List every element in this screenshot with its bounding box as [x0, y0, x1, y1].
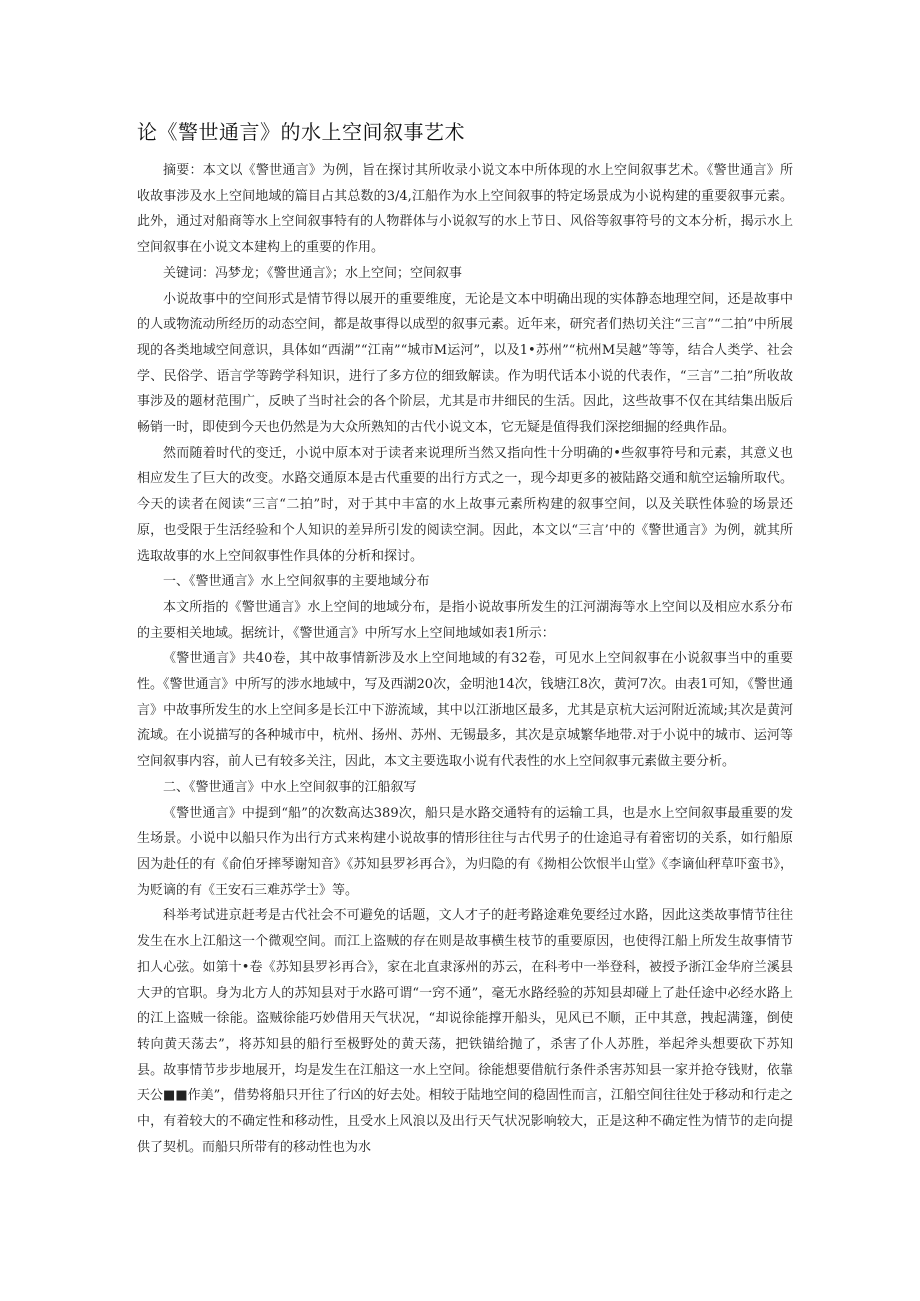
- body-paragraph-3: 本文所指的《警世通言》水上空间的地域分布，是指小说故事所发生的江河湖海等水上空间以及相应水系分布的主要相关地域。据统计，《警世通言》中所写水上空间地域如表1所示：: [137, 599, 793, 641]
- section-heading-2: 二、《警世通言》中水上空间叙事的江船叙写: [163, 779, 417, 795]
- body-paragraph-4: 《警世通言》共40卷，其中故事情新涉及水上空间地域的有32卷，可见水上空间叙事在小说叙事当中的重要性。《警世通言》中所写的涉水地域中，写及西湖20次，金明池14次，钱塘江8次，黄河7次。由表1可知，《警世通言》中故事所发生的水上空间多是长江中下游流域，其中以江浙地区最多，尤其是京杭大运河附近流域;其次是黄河流域。在小说描写的各种城市中，杭州、扬州、苏州、无锡最多，其次是京城繁华地带.对于小说中的城市、运河等空间叙事内容，前人已有较多关注，因此，本文主要选取小说有代表性的水上空间叙事元素做主要分析。: [137, 651, 793, 770]
- section-heading-1: 一、《警世通言》水上空间叙事的主要地域分布: [163, 574, 430, 590]
- document-title: 论《警世通言》的水上空间叙事艺术: [137, 120, 465, 144]
- body-paragraph-1: 小说故事中的空间形式是情节得以展开的重要维度，无论是文本中明确出现的实体静态地理空间，还是故事中的人或物流动所经历的动态空间，都是故事得以成型的叙事元素。近年来，研究者们热切关注“三言”“二拍”中所展现的各类地域空间意识，具体如“西湖”“江南”“城市M运河”，以及1•苏州”“杭州M吴越”等等，结合人类学、社会学、民俗学、语言学等跨学科知识，进行了多方位的细致解读。作为明代话本小说的代表作，“三言”二拍”所收故事涉及的题材范围广，反映了当时社会的各个阶层，尤其是市井细民的生活。因此，这些故事不仅在其结集出版后畅销一时，即使到今天也仍然是为大众所熟知的古代小说文本，它无疑是值得我们深挖细掘的经典作品。: [137, 291, 793, 436]
- document-page: [137, 118, 793, 1160]
- abstract-paragraph: 摘要：本文以《警世通言》为例，旨在探讨其所收录小说文本中所体现的水上空间叙事艺术。《警世通言》所收故事涉及水上空间地域的篇目占其总数的3/4,江船作为水上空间叙事的特定场景成为小说构建的重要叙事元素。此外，通过对船商等水上空间叙事特有的人物群体与小说叙写的水上节日、风俗等叙事符号的文本分析，揭示水上空间叙事在小说文本建构上的重要的作用。: [137, 163, 793, 256]
- body-paragraph-2: 然而随着时代的变迁，小说中原本对于读者来说理所当然又指向性十分明确的•些叙事符号和元素，其意义也相应发生了巨大的改变。水路交通原本是古代重要的出行方式之一，现今却更多的被陆路交通和航空运输所取代。今天的读者在阅读“三言“二拍”时，对于其中丰富的水上故事元素所构建的叙事空间，以及关联性体验的场景还原，也受限于生活经验和个人知识的差异所引发的阅读空洞。因此，本文以“三言’中的《警世通言》为例，就其所选取故事的水上空间叙事性作具体的分析和探讨。: [137, 445, 793, 564]
- keywords-line: 关键词：冯梦龙；《警世通言》；水上空间；空间叙事: [163, 265, 463, 281]
- body-paragraph-5: 《警世通言》中提到“船”的次数高达389次，船只是水路交通特有的运输工具，也是水上空间叙事最重要的发生场景。小说中以船只作为出行方式来构建小说故事的情形往往与古代男子的仕途追寻有着密切的关系，如行船原因为赴任的有《俞伯牙摔琴谢知音》《苏知县罗衫再合》，为归隐的有《拗相公饮恨半山堂》《李谪仙秤草吓蛮书》，为贬谪的有《王安石三难苏学士》等。: [137, 805, 793, 898]
- body-paragraph-6: 科举考试进京赶考是古代社会不可避免的话题，文人才子的赶考路途难免要经过水路，因此这类故事情节往往发生在水上江船这一个微观空间。而江上盗贼的存在则是故事横生枝节的重要原因，也使得江船上所发生故事情节扣人心弦。如第十•卷《苏知县罗衫再合》，家在北直隶涿州的苏云，在科考中一举登科，被授予浙江金华府兰溪县大尹的官职。身为北方人的苏知县对于水路可谓“一窍不通”，毫无水路经验的苏知县却碰上了赴任途中必经水路上的江上盗贼一徐能。盗贼徐能巧妙借用天气状况，“却说徐能撑开船头，见风已不顺，正中其意，拽起满篷，倒使转向黄天荡去”，将苏知县的船行至极野处的黄天荡，把铁锚给抛了，杀害了仆人苏胜，举起斧头想要砍下苏知县。故事情节步步地展开，均是发生在江船这一水上空间。徐能想要借航行条件杀害苏知县一家并抢夺钱财，依靠天公■■作美”，借势将船只开往了行凶的好去处。相较于陆地空间的稳固性而言，江船空间往往处于移动和行走之中，有着较大的不确定性和移动性，且受水上风浪以及出行天气状况影响较大，正是这种不确定性为情节的走向提供了契机。而船只所带有的移动性也为水: [137, 908, 793, 1155]
